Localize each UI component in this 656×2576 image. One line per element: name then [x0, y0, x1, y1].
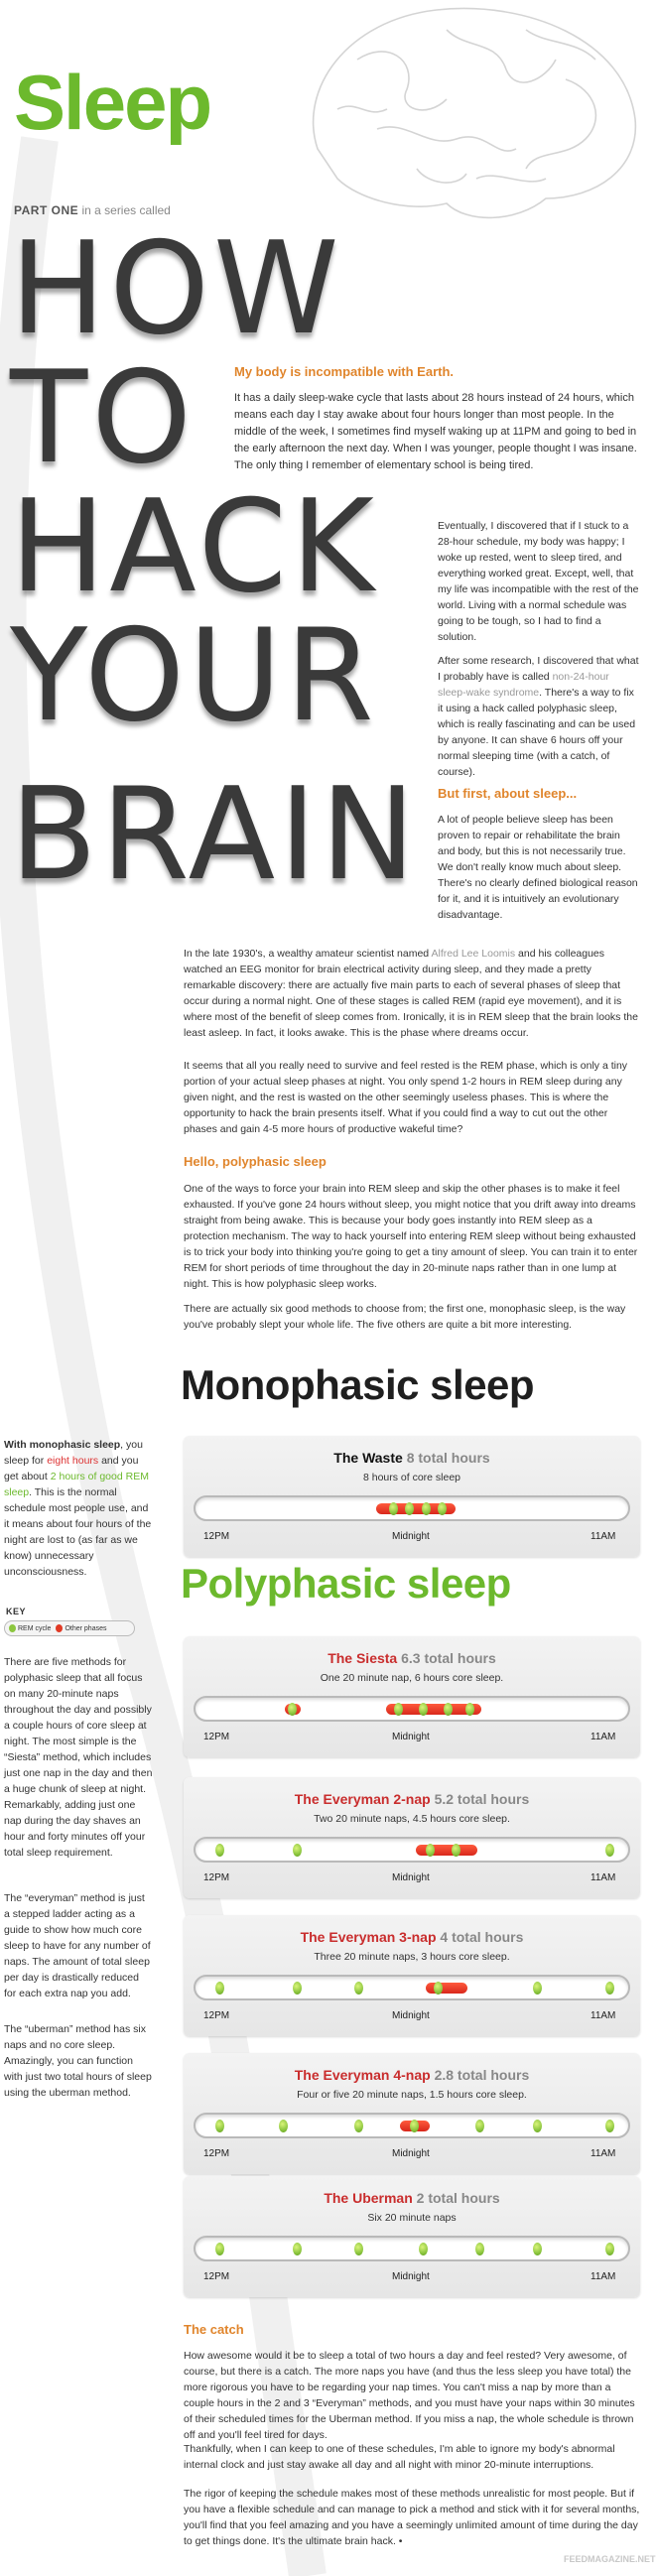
- label-11am: 11AM: [590, 2148, 616, 2159]
- label-midnight: Midnight: [392, 1872, 430, 1883]
- sidebar-monophasic: With monophasic sleep, you sleep for eight hours and you get about 2 hours of good REM sleep. This is the normal schedule most people use, and it means about four hours of the night are lost to (as far as we know) unnecessary unconsciousness.: [4, 1439, 152, 1578]
- label-12pm: 12PM: [203, 2271, 230, 2282]
- body-paragraph-loomis: In the late 1930's, a wealthy amateur scientist named Alfred Lee Loomis and his colleagues watched an EEG monitor for brain electrical activity during sleep, and they made a pretty remarkable discovery: there are actually five main parts to each of several phases of sleep that occur during a normal night. One of these stages is called REM (rapid eye movement), and it is where most of the benefit of sleep comes from. Ironically, it is in REM sleep that the brain looks the least asleep. In fact, it looks awake. This is the phase where dreams occur.: [184, 948, 638, 1039]
- schedule-name: The Uberman 2 total hours: [324, 2190, 500, 2206]
- headline-word-how: HOW: [10, 215, 343, 363]
- schedule-timeline: [194, 1975, 630, 2000]
- label-11am: 11AM: [590, 1872, 616, 1883]
- headline-word-hack: HACK: [10, 473, 378, 621]
- catch-paragraph-1: How awesome would it be to sleep a total of two hours a day and feel rested? Very awesome, of course, but there is a catch. The more naps you have (and thus the less sleep you have total) the more rigorous you have to be regarding your nap times. You can't miss a nap by more than a couple hours in the 2 and 3 “Everyman” methods, and you must have your naps within 30 minutes of their scheduled times for the Uberman method. If you miss a nap, the whole schedule is thrown off and you'll feel tired for days.: [184, 2350, 635, 2441]
- label-12pm: 12PM: [203, 1872, 230, 1883]
- schedule-name: The Everyman 4-nap 2.8 total hours: [294, 2067, 530, 2083]
- legend-rem: REM cycle: [9, 1624, 51, 1632]
- rem-dot-icon: [9, 1624, 16, 1632]
- intro-paragraph-4: A lot of people believe sleep has been proven to repair or rehabilitate the brain and body, but this is not necessarily true. We don't really know much about sleep. There's no clearly defined biological reason for it, and it is intuitively an evolutionary disadvantage.: [438, 814, 638, 921]
- schedule-desc: One 20 minute nap, 6 hours core sleep.: [320, 1672, 504, 1684]
- label-midnight: Midnight: [392, 1732, 430, 1742]
- key-label: KEY: [6, 1607, 27, 1616]
- label-midnight: Midnight: [392, 2148, 430, 2159]
- schedule-desc: Two 20 minute naps, 4.5 hours core sleep.: [314, 1813, 510, 1825]
- intro-paragraph-1: It has a daily sleep-wake cycle that lasts about 28 hours instead of 24 hours, which means each day I stay awake about four hours longer than most people. In the middle of the week, I sometimes find myself waking up at 11PM and going to bed in the early afternoon the next day. When I was younger, people thought I was insane. The only thing I remember of elementary school is being tired.: [234, 392, 637, 471]
- label-midnight: Midnight: [392, 2271, 430, 2282]
- schedule-card-everyman-3: [184, 1915, 640, 2036]
- label-12pm: 12PM: [203, 2010, 230, 2021]
- label-12pm: 12PM: [203, 2148, 230, 2159]
- other-dot-icon: [56, 1624, 63, 1632]
- schedule-name: The Waste 8 total hours: [333, 1450, 490, 1466]
- legend-other: Other phases: [56, 1624, 106, 1632]
- loomis-link[interactable]: Alfred Lee Loomis: [431, 948, 516, 960]
- body-paragraph-force: One of the ways to force your brain into REM sleep and skip the other phases is to make it feel exhausted. If you've gone 24 hours without sleep, you might notice that you drift away into dreams straight from being awake. This is because your body goes instantly into REM sleep as a protection mechanism. The way to hack yourself into entering REM sleep without being exhausted is to trick your body into thinking you're going to get a tiny amount of sleep. You can train it to enter REM for short periods of time throughout the day in 20-minute naps rather than in one lump at night. This is how polyphasic sleep works.: [184, 1183, 638, 1290]
- label-midnight: Midnight: [392, 2010, 430, 2021]
- schedule-card-everyman-2: [184, 1777, 640, 1898]
- catch-paragraph-3: The rigor of keeping the schedule makes most of these methods unrealistic for most people. But if you have a flexible schedule and can manage to pick a method and stick with it for several months, you'll find that you feel amazing and you have a seemingly unlimited amount of time during the day to get things done. It's the ultimate brain hack. •: [184, 2488, 640, 2547]
- about-sleep-heading: But first, about sleep...: [438, 786, 578, 801]
- label-11am: 11AM: [590, 2271, 616, 2282]
- headline-word-to: TO: [10, 344, 196, 492]
- polyphasic-title: Polyphasic sleep: [181, 1560, 511, 1607]
- schedule-desc: Three 20 minute naps, 3 hours core sleep.: [314, 1951, 510, 1963]
- schedule-card-uberman: [184, 2176, 640, 2297]
- schedule-card-waste: [184, 1436, 640, 1557]
- label-11am: 11AM: [590, 1531, 616, 1542]
- brain-illustration: [298, 0, 645, 228]
- headline-word-your: YOUR: [10, 602, 378, 750]
- kicker-part: PART ONE: [14, 203, 79, 217]
- schedule-desc: 8 hours of core sleep: [362, 1472, 461, 1483]
- intro-paragraph-3: After some research, I discovered that what I probably have is called non-24-hour sleep-wake syndrome. There's a way to fix it using a hack called polyphasic sleep, which is really fascinating and can be used by anyone. It can shave 6 hours off your normal sleeping time (with a catch, of course).: [438, 655, 639, 778]
- schedule-card-everyman-4: [184, 2053, 640, 2174]
- schedule-desc: Six 20 minute naps: [367, 2212, 457, 2224]
- body-paragraph-rem: It seems that all you really need to survive and feel rested is the REM phase, which is only a tiny portion of your actual sleep phases at night. You only spend 1-2 hours in REM sleep during any given night, and the rest is wasted on the other seemingly useless phases. This is where the opportunity to hack the brain presents itself. What if you could find a way to cut out the other phases and gain 4-5 more hours of productive wakeful time?: [184, 1060, 628, 1135]
- schedule-name: The Siesta 6.3 total hours: [328, 1650, 496, 1666]
- monophasic-title: Monophasic sleep: [181, 1361, 535, 1408]
- label-11am: 11AM: [590, 2010, 616, 2021]
- label-12pm: 12PM: [203, 1732, 230, 1742]
- headline-word-brain: BRAIN: [10, 761, 420, 909]
- label-midnight: Midnight: [392, 1531, 430, 1542]
- schedule-name: The Everyman 2-nap 5.2 total hours: [294, 1791, 530, 1807]
- legend-key: [4, 1620, 135, 1636]
- label-11am: 11AM: [590, 1732, 616, 1742]
- body-paragraph-methods: There are actually six good methods to choose from; the first one, monophasic sleep, is the way you've probably slept your whole life. The five others are quite a bit more interesting.: [184, 1303, 626, 1331]
- schedule-timeline: [194, 2236, 630, 2261]
- schedule-desc: Four or five 20 minute naps, 1.5 hours core sleep.: [297, 2089, 527, 2101]
- page-title: Sleep: [14, 59, 211, 146]
- schedule-timeline: [194, 1495, 630, 1521]
- label-12pm: 12PM: [203, 1531, 230, 1542]
- sidebar-polyphasic-2: The “everyman” method is just a stepped ladder acting as a guide to show how much core sleep to have for any number of naps. The amount of total sleep per day is drastically reduced for each extra nap you add.: [4, 1892, 151, 1999]
- catch-paragraph-2: Thankfully, when I can keep to one of these schedules, I'm able to ignore my body's abnormal internal clock and just stay awake all day and all night with minor 20-minute interruptions.: [184, 2443, 615, 2471]
- sidebar-polyphasic-3: The “uberman” method has six naps and no core sleep. Amazingly, you can function with just two total hours of sleep using the uberman method.: [4, 2023, 152, 2099]
- polyphasic-heading: Hello, polyphasic sleep: [184, 1154, 327, 1169]
- syndrome-link[interactable]: non-24-hour sleep-wake syndrome: [438, 671, 609, 699]
- schedule-timeline: [194, 2113, 630, 2138]
- schedule-timeline: [194, 1696, 630, 1722]
- intro-paragraph-2: Eventually, I discovered that if I stuck to a 28-hour schedule, my body was happy; I woke up rested, went to sleep tired, and everything worked great. Except, well, that my life was incompatible with the rest of the world. Living with a normal schedule was going to be tough, so I had to find a solution.: [438, 520, 639, 643]
- intro-heading: My body is incompatible with Earth.: [234, 364, 455, 379]
- catch-heading: The catch: [184, 2322, 244, 2337]
- schedule-card-siesta: [184, 1636, 640, 1757]
- sidebar-polyphasic-1: There are five methods for polyphasic sleep that all focus on many 20-minute naps throughout the day and possibly a couple hours of core sleep at night. The most simple is the “Siesta” method, which includes just one nap in the day and then a huge chunk of sleep at night. Remarkably, adding just one nap during the day shaves an hour and forty minutes off your total sleep requirement.: [4, 1656, 153, 1859]
- kicker-rest: in a series called: [78, 203, 171, 217]
- schedule-timeline: [194, 1837, 630, 1863]
- schedule-name: The Everyman 3-nap 4 total hours: [300, 1929, 524, 1945]
- watermark: FEEDMAGAZINE.NET: [564, 2554, 656, 2564]
